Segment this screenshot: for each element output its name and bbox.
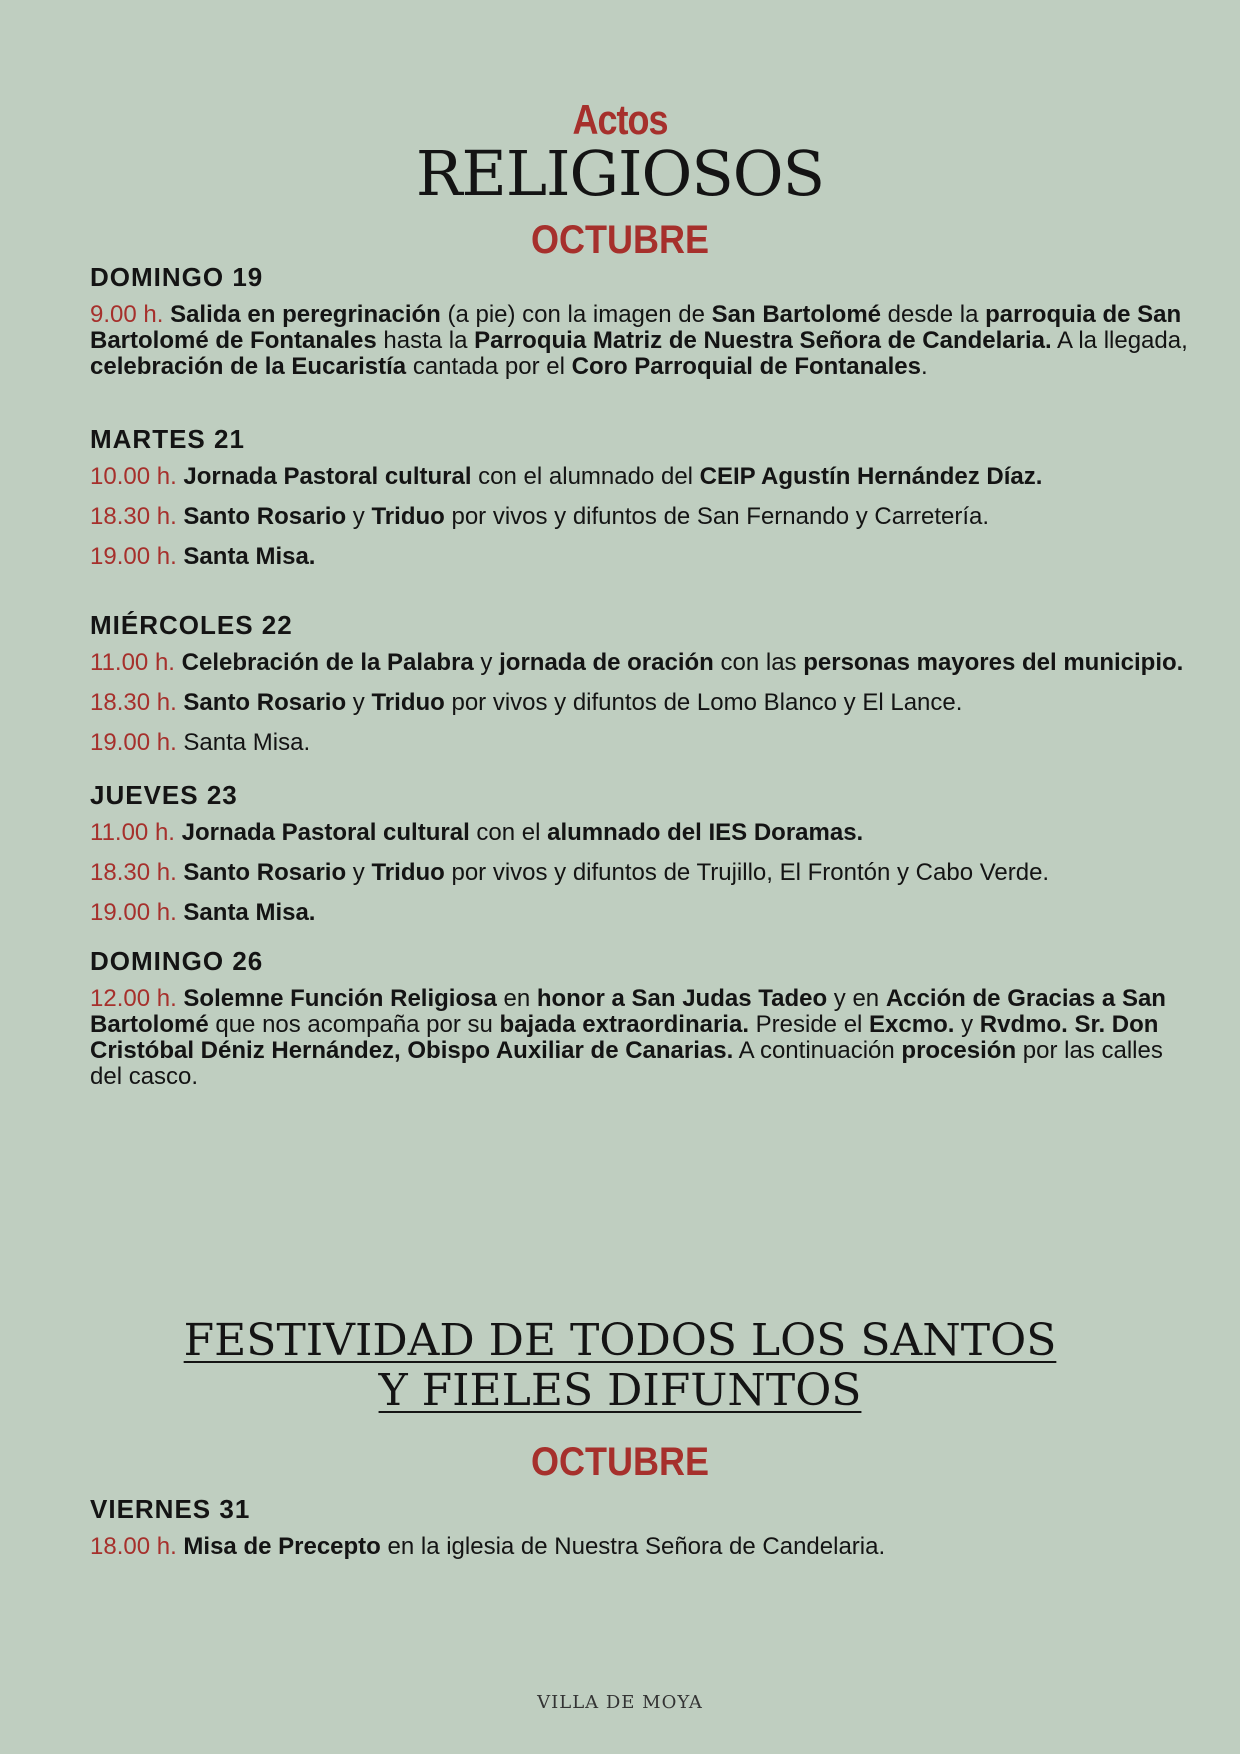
- day-title: VIERNES 31: [90, 1494, 251, 1524]
- event-text: por vivos y difuntos de San Fernando y Carretería.: [444, 503, 990, 530]
- event-time: 19.00 h.: [90, 543, 184, 570]
- event-text: por vivos y difuntos de Trujillo, El Frontón y Cabo Verde.: [444, 859, 1050, 886]
- page-title: RELIGIOSOS: [415, 137, 825, 210]
- event-text: y en: [827, 985, 886, 1012]
- event-text: por vivos y difuntos de Lomo Blanco y El Lance.: [444, 689, 963, 716]
- event-highlight: procesión: [901, 1037, 1017, 1064]
- event-time: 18.30 h.: [90, 689, 184, 716]
- event-highlight: personas mayores del municipio.: [803, 649, 1184, 676]
- event-item: [90, 820, 1190, 846]
- day-block: [90, 780, 1190, 926]
- event-item: [90, 650, 1190, 676]
- header-kicker: Actos: [572, 95, 668, 143]
- event-highlight: Rvdmo. Sr. Don Cristóbal Déniz Hernández, Obispo Auxiliar de Canarias.: [90, 1011, 1159, 1064]
- event-item: [90, 690, 1190, 716]
- event-highlight: CEIP Agustín Hernández Díaz.: [699, 463, 1043, 490]
- event-time: 11.00 h.: [90, 649, 182, 676]
- day-block: [90, 424, 1190, 570]
- event-text: con el alumnado del: [471, 463, 700, 490]
- event-highlight: Santa Misa.: [183, 543, 316, 570]
- event-text: con el: [469, 819, 548, 846]
- day-title: MARTES 21: [90, 424, 245, 454]
- month-heading: OCTUBRE: [531, 216, 709, 262]
- event-item: [90, 544, 1190, 570]
- event-highlight: Acción de Gracias a San Bartolomé: [90, 985, 1166, 1038]
- event-item: [90, 730, 1190, 756]
- footer-logo-text: VILLA DE MOYA: [537, 1692, 703, 1713]
- event-highlight: Parroquia Matriz de Nuestra Señora de Candelaria.: [474, 327, 1052, 354]
- event-text: .: [921, 353, 928, 380]
- event-text: A continuación: [733, 1037, 902, 1064]
- event-time: 10.00 h.: [90, 463, 184, 490]
- festividad-header: [0, 1316, 1240, 1484]
- event-item: [90, 504, 1190, 530]
- event-highlight: Santo Rosario: [183, 503, 347, 530]
- event-time: 11.00 h.: [90, 819, 182, 846]
- event-text: hasta la: [376, 327, 475, 354]
- event-highlight: honor a San Judas Tadeo: [536, 985, 828, 1012]
- day-title: JUEVES 23: [90, 780, 238, 810]
- header: [0, 96, 1240, 262]
- event-highlight: Santo Rosario: [183, 859, 347, 886]
- event-highlight: jornada de oración: [499, 649, 714, 676]
- day-block: [90, 1494, 1190, 1560]
- event-highlight: Excmo.: [869, 1011, 955, 1038]
- schedule: [90, 262, 1190, 1104]
- event-time: 18.30 h.: [90, 859, 184, 886]
- festividad-title-line2: Y FIELES DIFUNTOS: [378, 1365, 862, 1416]
- day-title: MIÉRCOLES 22: [90, 610, 293, 640]
- event-highlight: alumnado del IES Doramas.: [547, 819, 864, 846]
- event-highlight: Jornada Pastoral cultural: [181, 819, 470, 846]
- event-item: [90, 1534, 1190, 1560]
- event-highlight: Triduo: [371, 689, 445, 716]
- event-highlight: Santo Rosario: [183, 689, 347, 716]
- event-text: y: [346, 859, 372, 886]
- event-text: por las calles del casco.: [90, 1037, 1163, 1090]
- event-highlight: Jornada Pastoral cultural: [183, 463, 472, 490]
- event-time: 9.00 h.: [90, 301, 171, 328]
- event-highlight: Celebración de la Palabra: [181, 649, 474, 676]
- event-text: en: [496, 985, 537, 1012]
- event-time: 12.00 h.: [90, 985, 184, 1012]
- event-highlight: Salida en peregrinación: [170, 301, 441, 328]
- festividad-title-line1: FESTIVIDAD DE TODOS LOS SANTOS: [183, 1315, 1057, 1366]
- event-text: Santa Misa.: [183, 729, 311, 756]
- event-highlight: Coro Parroquial de Fontanales: [571, 353, 922, 380]
- event-highlight: bajada extraordinaria.: [499, 1011, 749, 1038]
- event-highlight: Triduo: [371, 503, 445, 530]
- event-highlight: parroquia de San Bartolomé de Fontanales: [90, 301, 1182, 354]
- day-block: [90, 610, 1190, 756]
- event-item: [90, 302, 1190, 380]
- event-text: A la llegada,: [1051, 327, 1188, 354]
- event-text: con las: [713, 649, 804, 676]
- event-text: cantada por el: [406, 353, 572, 380]
- event-time: 18.00 h.: [90, 1533, 184, 1560]
- event-highlight: celebración de la Eucaristía: [90, 353, 407, 380]
- event-text: desde la: [881, 301, 986, 328]
- event-highlight: San Bartolomé: [711, 301, 882, 328]
- event-item: [90, 860, 1190, 886]
- event-highlight: Misa de Precepto: [183, 1533, 381, 1560]
- event-item: [90, 464, 1190, 490]
- event-item: [90, 986, 1190, 1090]
- event-text: y: [346, 689, 372, 716]
- event-time: 19.00 h.: [90, 729, 184, 756]
- event-text: y: [473, 649, 500, 676]
- event-item: [90, 900, 1190, 926]
- festividad-month-heading: OCTUBRE: [531, 1438, 709, 1484]
- event-text: Preside el: [748, 1011, 870, 1038]
- event-highlight: Triduo: [371, 859, 445, 886]
- event-text: (a pie) con la imagen de: [440, 301, 712, 328]
- day-title: DOMINGO 26: [90, 946, 264, 976]
- day-block: [90, 946, 1190, 1090]
- event-text: y: [954, 1011, 980, 1038]
- event-text: que nos acompaña por su: [208, 1011, 500, 1038]
- day-block: [90, 262, 1190, 380]
- event-text: en la iglesia de Nuestra Señora de Candelaria.: [380, 1533, 886, 1560]
- day-title: DOMINGO 19: [90, 262, 264, 292]
- event-highlight: Solemne Función Religiosa: [183, 985, 497, 1012]
- event-time: 19.00 h.: [90, 899, 184, 926]
- event-highlight: Santa Misa.: [183, 899, 316, 926]
- festividad-schedule: [90, 1494, 1190, 1574]
- event-time: 18.30 h.: [90, 503, 184, 530]
- event-text: y: [346, 503, 372, 530]
